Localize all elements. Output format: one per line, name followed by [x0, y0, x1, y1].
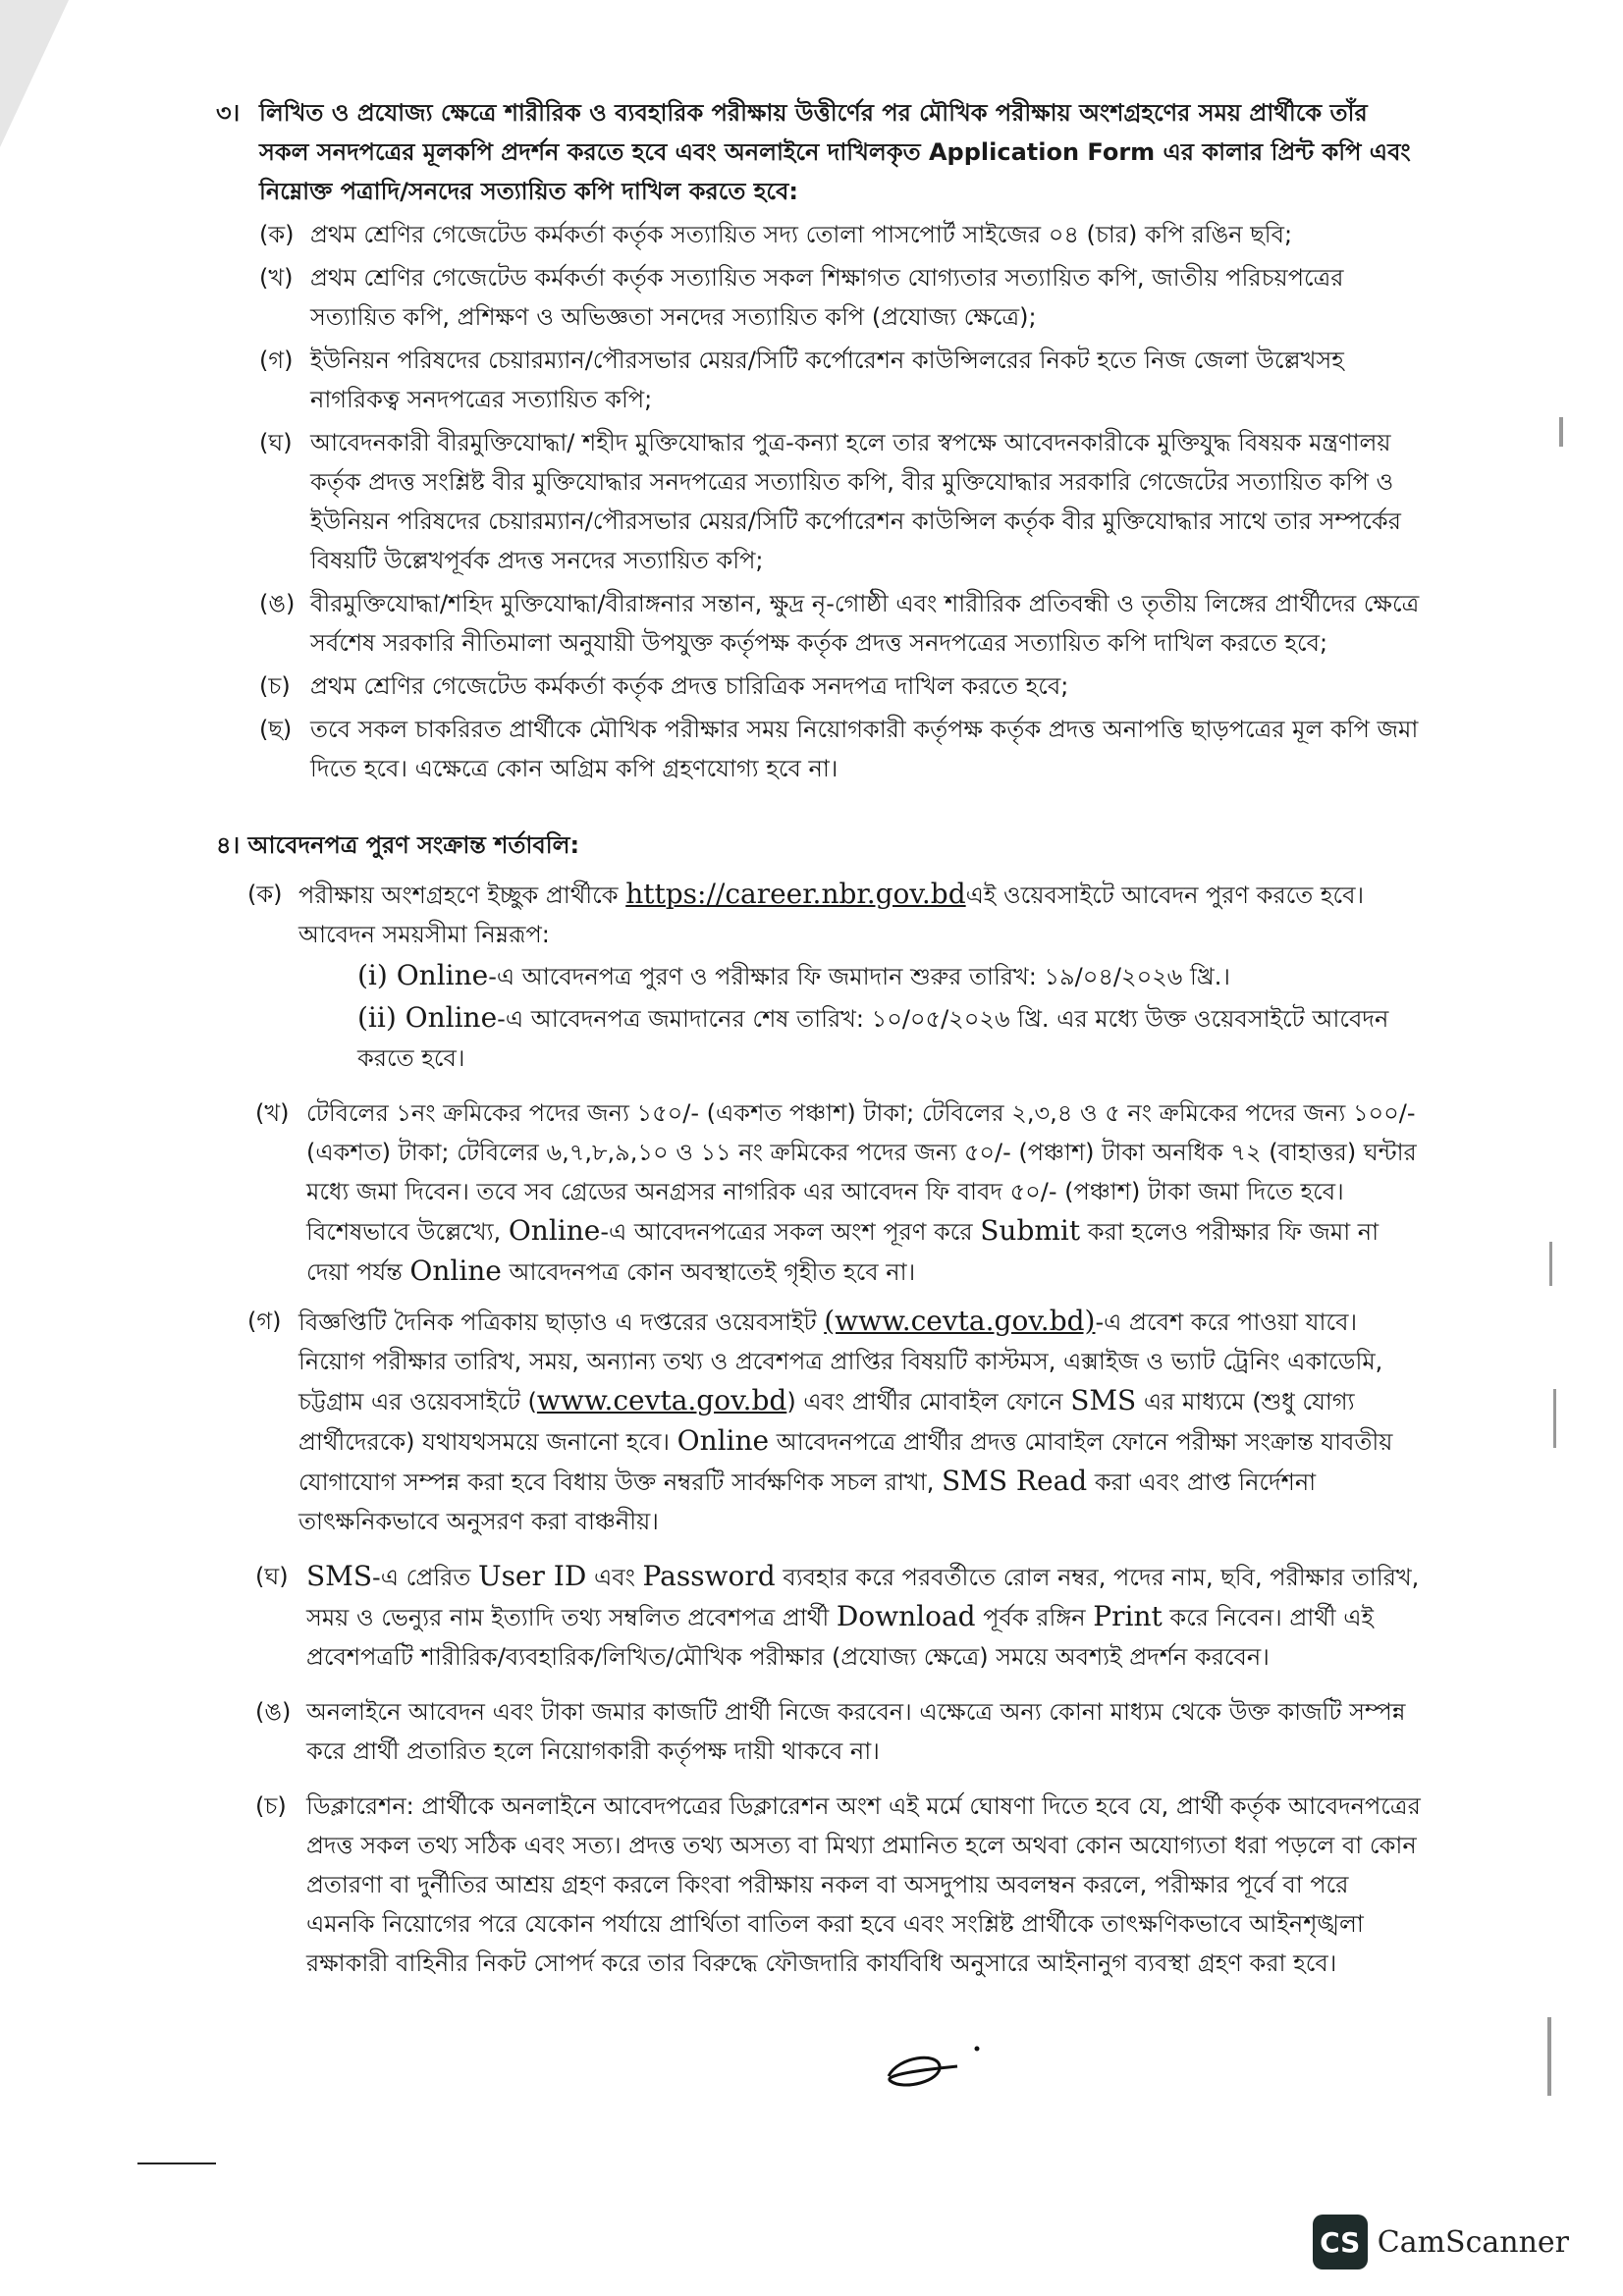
text-segment: বিজ্ঞপ্তিটি দৈনিক পত্রিকায় ছাড়াও এ দপ্তরের ওয়েবসাইট [298, 1308, 817, 1336]
text-segment: এবং [593, 1564, 635, 1591]
print-term: Print [1093, 1600, 1163, 1632]
item-marker: (গ) [247, 1308, 282, 1335]
cevta-website-link[interactable]: (www.cevta.gov.bd) [824, 1305, 1096, 1337]
text-segment: টেবিলের ১নং ক্রমিকের পদের জন্য ১৫০/- (একশত পঞ্চাশ) টাকা; টেবিলের ২,৩,৪ ও ৫ নং ক্রমিকের পদের জন্য ১০০/- (একশত) টাকা; টেবিলের ৬,৭,৮,৯,১০ ও ১১ নং ক্রমিকের পদের জন্য ৫০/- (পঞ্চাশ) টাকা অনধিক ৭২ (বাহাত্তর) ঘন্টার মধ্যে জমা দিবেন। তবে সব গ্রেডের অনগ্রসর নাগরিক এর আবেদন ফি বাবদ ৫০/- (পঞ্চাশ) টাকা জমা দিতে হবে। বিশেষভাবে উল্লেখ্যে, [306, 1099, 1417, 1246]
text-segment: পূর্বক রঙ্গিন [983, 1604, 1086, 1631]
sms-term: SMS [306, 1560, 373, 1592]
text-segment: -এ আবেদনপত্র পুরণ ও পরীক্ষার ফি জমাদান শুরুর তারিখ: ১৯/০৪/২০২৬ খ্রি.। [488, 963, 1230, 990]
section-4-item-ka [247, 875, 1424, 1078]
section-3-item [259, 258, 1424, 337]
document-page [216, 93, 1424, 1983]
item-text: প্রথম শ্রেণির গেজেটেড কর্মকর্তা কর্তৃক প্রদত্ত চারিত্রিক সনদপত্র দাখিল করতে হবে; [310, 672, 1069, 700]
item-text: ডিক্লারেশন: প্রার্থীকে অনলাইনে আবেদপত্রের ডিক্লারেশন অংশ এই মর্মে ঘোষণা দিতে হবে যে, প্রার্থী কর্তৃক আবেদনপত্রের প্রদত্ত সকল তথ্য সঠিক এবং সত্য। প্রদত্ত তথ্য অসত্য বা মিথ্যা প্রমানিত হলে অথবা কোন অযোগ্যতা ধরা পড়লে বা কোন প্রতারণা বা দুর্নীতির আশ্রয় গ্রহণ করলে কিংবা পরীক্ষায় নকল বা অসদুপায় অবলম্বন করলে, পরীক্ষার পূর্বে বা পরে এমনকি নিয়োগের পরে যেকোন পর্যায়ে প্রার্থিতা বাতিল করা হবে এবং সংশ্লিষ্ট প্রার্থীকে তাৎক্ষণিকভাবে আইনশৃঙ্খলা রক্ষাকারী বাহিনীর নিকট সোপর্দ করে তার বিরুদ্ধে ফৌজদারি কার্যবিধি অনুসারে আইনানুগ ব্যবস্থা গ্রহণ করা হবে। [306, 1792, 1421, 1977]
section-4-item-umo [255, 1692, 1424, 1771]
item-marker: (ঘ) [259, 429, 293, 456]
item-text [306, 1557, 1424, 1677]
section-4-item-gha [255, 1557, 1424, 1677]
text-segment: -এ আবেদনপত্র জমাদানের শেষ তারিখ: ১০/০৫/২০২৬ খ্রি. এর মধ্যে উক্ত ওয়েবসাইটে আবেদন করতে হবে। [357, 1005, 1389, 1072]
scan-artifact-line [137, 2163, 216, 2164]
camscanner-logo-icon: CS [1313, 2215, 1368, 2269]
item-text: ইউনিয়ন পরিষদের চেয়ারম্যান/পৌরসভার মেয়র/সিটি কর্পোরেশন কাউন্সিলরের নিকট হতে নিজ জেলা উল্লেখসহ নাগরিকত্ব সনদপত্রের সত্যায়িত কপি; [310, 347, 1344, 413]
item-marker: (ক) [259, 221, 295, 248]
item-text [298, 1302, 1424, 1541]
section-3-intro: লিখিত ও প্রযোজ্য ক্ষেত্রে শারীরিক ও ব্যবহারিক পরীক্ষায় উত্তীর্ণের পর মৌখিক পরীক্ষায় অংশগ্রহণের সময় প্রার্থীকে তাঁর সকল সনদপত্রের মূলকপি প্রদর্শন করতে হবে এবং অনলাইনে দাখিলকৃত Application Form এর কালার প্রিন্ট কপি এবং নিম্নোক্ত পত্রাদি/সনদের সত্যায়িত কপি দাখিল করতে হবে: [259, 99, 1411, 205]
item-marker: (চ) [259, 672, 291, 700]
text-segment: এই ওয়েবসাইটে আবেদন পুরণ করতে হবে। আবেদন সময়সীমা নিম্নরূপ: [298, 881, 1365, 948]
text-segment: -এ প্রেরিত [372, 1564, 471, 1591]
item-marker: (গ) [259, 347, 294, 374]
online-start-date [298, 956, 1424, 996]
text-segment: -এ আবেদনপত্রের সকল অংশ পূরণ করে [600, 1218, 973, 1246]
scan-edge-mark [1559, 417, 1563, 447]
submit-term: Submit [980, 1214, 1081, 1247]
text-segment: আবেদনপত্র কোন অবস্থাতেই গৃহীত হবে না। [509, 1258, 916, 1286]
item-marker: (ঙ) [255, 1698, 292, 1726]
sms-read-term: SMS Read [941, 1465, 1088, 1497]
item-marker: (ঘ) [255, 1563, 289, 1590]
section-3-item [259, 215, 1424, 254]
section-4-title: ৪। আবেদনপত্র পুরণ সংক্রান্ত শর্তাবলি: [216, 831, 580, 859]
section-3-number: ৩। [216, 99, 241, 127]
text-segment: পরীক্ষায় অংশগ্রহণে ইচ্ছুক প্রার্থীকে [298, 881, 619, 909]
item-text: অনলাইনে আবেদন এবং টাকা জমার কাজটি প্রার্থী নিজে করবেন। এক্ষেত্রে অন্য কোনা মাধ্যম থেকে উক্ত কাজটি সম্পন্ন করে প্রার্থী প্রতারিত হলে নিয়োগকারী কর্তৃপক্ষ দায়ী থাকবে না। [306, 1698, 1406, 1765]
item-marker: (ক) [247, 881, 283, 908]
item-marker: (খ) [255, 1099, 290, 1127]
sub-item-prefix: (ii) Online [357, 1001, 498, 1034]
sms-term: SMS [1070, 1384, 1137, 1416]
signature-mark [879, 2037, 987, 2096]
section-3-item [259, 423, 1424, 580]
section-3-item [259, 341, 1424, 419]
item-text: বীরমুক্তিযোদ্ধা/শহিদ মুক্তিযোদ্ধা/বীরাঙ্গনার সন্তান, ক্ষুদ্র নৃ-গোষ্ঠী এবং শারীরিক প্রতিবন্ধী ও তৃতীয় লিঙ্গের প্রার্থীদের ক্ষেত্রে সর্বশেষ সরকারি নীতিমালা অনুযায়ী উপযুক্ত কর্তৃপক্ষ কর্তৃক প্রদত্ত সনদপত্রের সত্যায়িত কপি দাখিল করতে হবে; [310, 590, 1420, 657]
online-term: Online [508, 1214, 601, 1247]
text-segment: আবেদনপত্রে প্রার্থীর প্রদত্ত মোবাইল ফোনে পরীক্ষা সংক্রান্ত যাবতীয় যোগাযোগ সম্পন্ন করা হবে বিধায় উক্ত নম্বরটি সার্বক্ষণিক সচল রাখা, [298, 1428, 1393, 1496]
item-marker: (ছ) [259, 716, 293, 743]
item-text: আবেদনকারী বীরমুক্তিযোদ্ধা/ শহীদ মুক্তিযোদ্ধার পুত্র-কন্যা হলে তার স্বপক্ষে আবেদনকারীকে মুক্তিযুদ্ধ বিষয়ক মন্ত্রণালয় কর্তৃক প্রদত্ত সংশ্লিষ্ট বীর মুক্তিযোদ্ধার সনদপত্রের সত্যায়িত কপি, বীর মুক্তিযোদ্ধার সরকারি গেজেটের সত্যায়িত কপি ও ইউনিয়ন পরিষদের চেয়ারম্যান/পৌরসভার মেয়র/সিটি কর্পোরেশন কাউন্সিল কর্তৃক বীর মুক্তিযোদ্ধার সাথে তার সম্পর্কের বিষয়টি উল্লেখপূর্বক প্রদত্ত সনদের সত্যায়িত কপি; [310, 429, 1401, 574]
item-marker: (খ) [259, 264, 294, 292]
text-segment: করে নিবেন। প্রার্থী এই প্রবেশপত্রটি শারীরিক/ব্যবহারিক/লিখিত/মৌখিক পরীক্ষার (প্রযোজ্য ক্ষেত্রে) সময়ে অবশ্যই প্রদর্শন করবেন। [306, 1604, 1375, 1671]
section-4-item-cha [255, 1787, 1424, 1983]
section-3-item [259, 667, 1424, 706]
section-4-item-kha [255, 1094, 1424, 1292]
scan-corner-shadow [0, 0, 69, 147]
item-text: তবে সকল চাকরিরত প্রার্থীকে মৌখিক পরীক্ষার সময় নিয়োগকারী কর্তৃপক্ষ কর্তৃক প্রদত্ত অনাপত্তি ছাড়পত্রের মূল কপি জমা দিতে হবে। এক্ষেত্রে কোন অগ্রিম কপি গ্রহণযোগ্য হবে না। [310, 716, 1419, 782]
camscanner-watermark [1313, 2215, 1569, 2269]
item-text: প্রথম শ্রেণির গেজেটেড কর্মকর্তা কর্তৃক সত্যায়িত সদ্য তোলা পাসপোর্ট সাইজের ০৪ (চার) কপি রঙিন ছবি; [310, 221, 1293, 248]
text-segment: করা এবং প্রাপ্ত নির্দেশনা তাৎক্ষনিকভাবে অনুসরণ করা বাঞ্চনীয়। [298, 1468, 1317, 1535]
item-marker: (ঙ) [259, 590, 296, 617]
section-4 [216, 826, 1424, 1983]
password-term: Password [642, 1560, 776, 1592]
online-term: Online [676, 1424, 770, 1457]
item-text: প্রথম শ্রেণির গেজেটেড কর্মকর্তা কর্তৃক সত্যায়িত সকল শিক্ষাগত যোগ্যতার সত্যায়িত কপি, জাতীয় পরিচয়পত্রের সত্যায়িত কপি, প্রশিক্ষণ ও অভিজ্ঞতা সনদের সত্যায়িত কপি (প্রযোজ্য ক্ষেত্রে); [310, 264, 1344, 331]
online-term: Online [409, 1255, 502, 1287]
camscanner-label: CamScanner [1377, 2224, 1569, 2260]
item-marker: (চ) [255, 1792, 287, 1820]
section-3-item [259, 710, 1424, 788]
section-4-item-ga [247, 1302, 1424, 1541]
scan-edge-mark [1547, 2017, 1551, 2096]
scan-edge-mark [1553, 1389, 1556, 1448]
item-text [306, 1094, 1424, 1292]
text-segment: ব্যবহার করে পরবর্তীতে রোল নম্বর, পদের নাম, ছবি, পরীক্ষার তারিখ, সময় ও ভেন্যুর নাম ইত্যাদি তথ্য সম্বলিত প্রবেশপত্র প্রার্থী [306, 1564, 1420, 1631]
scan-edge-mark [1549, 1242, 1552, 1286]
section-3 [216, 93, 1424, 788]
download-term: Download [836, 1600, 976, 1632]
sub-item-prefix: (i) Online [357, 959, 489, 991]
online-end-date [298, 998, 1424, 1078]
cevta-website-link[interactable]: www.cevta.gov.bd [536, 1384, 787, 1416]
section-3-item [259, 584, 1424, 663]
user-id-term: User ID [477, 1560, 587, 1592]
text-segment: ) এবং প্রার্থীর মোবাইল ফোনে [786, 1388, 1063, 1415]
text-segment: -এ প্রবেশ করে পাওয়া যাবে। নিয়োগ পরীক্ষার তারিখ, সময়, অন্যান্য তথ্য ও প্রবেশপত্র প্রাপ্তির বিষয়টি কাস্টমস, এক্সাইজ ও ভ্যাট ট্রেনিং একাডেমি, চট্টগ্রাম এর ওয়েবসাইটে ( [298, 1308, 1383, 1415]
career-website-link[interactable]: https://career.nbr.gov.bd [625, 878, 966, 910]
text-segment: এর মাধ্যমে (শুধু যোগ্য প্রার্থীদেরকে) যথাযথসময়ে জনানো হবে। [298, 1388, 1355, 1456]
item-text [298, 875, 1424, 954]
text-segment: করা হলেও পরীক্ষার ফি জমা না দেয়া পর্যন্ত [306, 1218, 1380, 1286]
